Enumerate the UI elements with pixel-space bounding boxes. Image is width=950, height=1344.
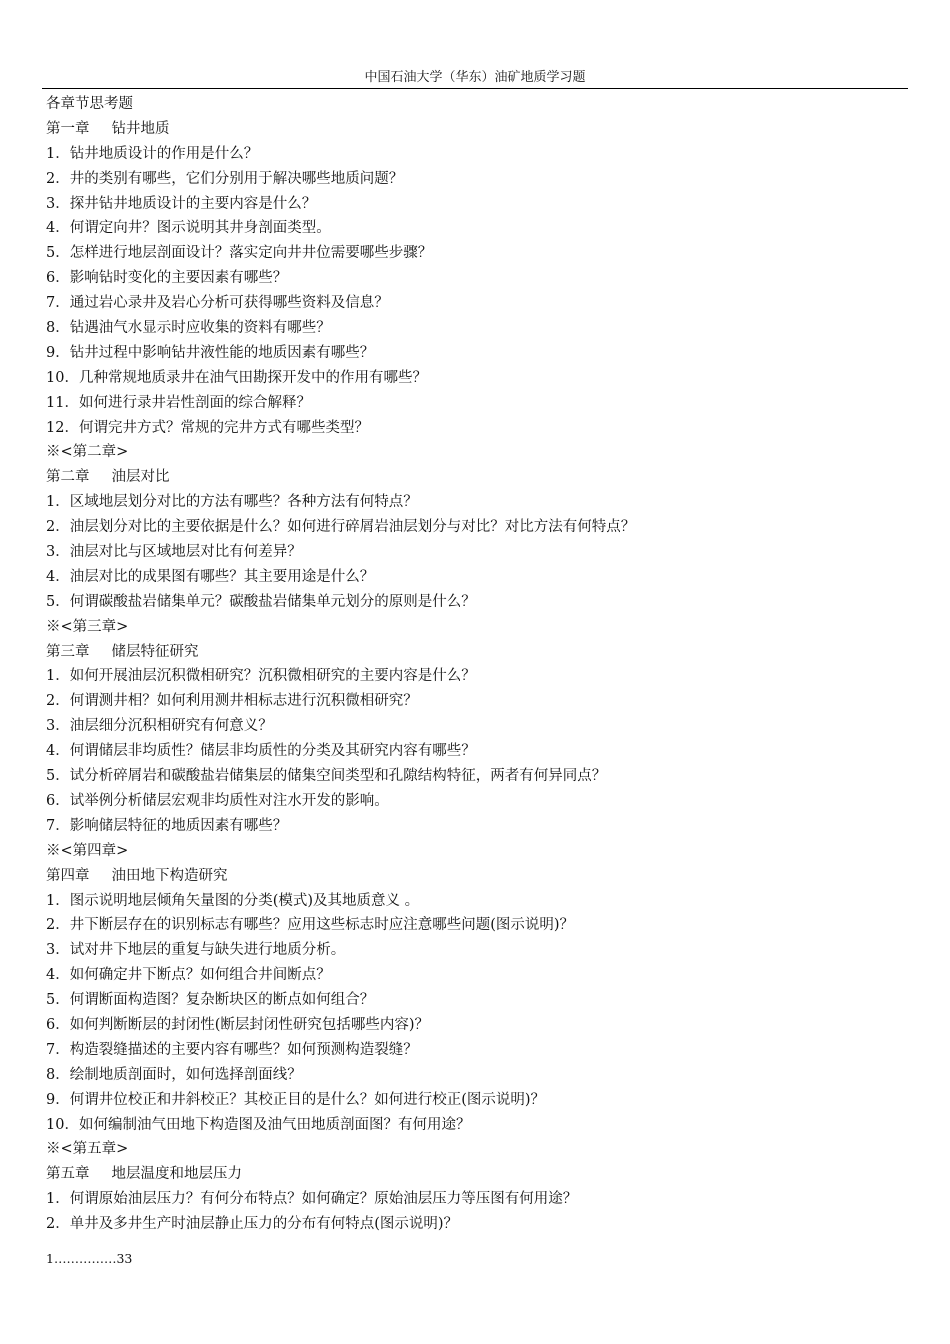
chapter-heading [46,465,906,490]
question-item: 6．如何判断断层的封闭性(断层封闭性研究包括哪些内容)？ [46,1016,430,1033]
question-item: 8．绘制地质剖面时，如何选择剖面线？ [46,1066,302,1083]
chapter-marker: ※<第五章> [46,1141,129,1158]
document-header-title: 中国石油大学（华东）油矿地质学习题 [364,70,586,85]
question-item: 10．如何编制油气田地下构造图及油气田地质剖面图？有何用途？ [46,1116,471,1133]
chapter-heading [46,864,906,889]
question-item: 12．何谓完井方式？常规的完井方式有哪些类型？ [46,419,369,436]
question-item: 1．图示说明地层倾角矢量图的分类(模式)及其地质意义 。 [46,892,420,909]
chapter-marker: ※<第四章> [46,842,129,859]
question-item: 7．通过岩心录井及岩心分析可获得哪些资料及信息？ [46,295,389,312]
question-item: 5．怎样进行地层剖面设计？落实定向井井位需要哪些步骤？ [46,245,433,262]
question-item: 11．如何进行录井岩性剖面的综合解释？ [46,394,311,411]
question-item: 1．钻井地质设计的作用是什么？ [46,145,259,162]
question-item: 7．影响储层特征的地质因素有哪些？ [46,817,288,834]
page-header [42,70,908,86]
chapter-label: 第五章 [46,1166,90,1183]
question-item: 5．试分析碎屑岩和碳酸盐岩储集层的储集空间类型和孔隙结构特征，两者有何异同点？ [46,768,607,785]
question-item: 9．钻井过程中影响钻井液性能的地质因素有哪些？ [46,344,375,361]
chapter-title: 钻井地质 [111,120,170,137]
question-item: 2．油层划分对比的主要依据是什么？如何进行碎屑岩油层划分与对比？对比方法有何特点？ [46,519,636,536]
question-item: 4．何谓储层非均质性？储层非均质性的分类及其研究内容有哪些？ [46,743,476,760]
question-item: 3．探井钻井地质设计的主要内容是什么？ [46,195,317,212]
chapter-title: 储层特征研究 [111,643,199,660]
chapter-heading [46,640,906,665]
chapter-title: 地层温度和地层压力 [111,1166,242,1183]
question-item: 6．试举例分析储层宏观非均质性对注水开发的影响。 [46,792,389,809]
chapter-label: 第二章 [46,469,90,486]
chapter-title: 油田地下构造研究 [111,867,228,884]
question-item: 2．何谓测井相？如何利用测井相标志进行沉积微相研究？ [46,693,418,710]
question-item: 5．何谓碳酸盐岩储集单元？碳酸盐岩储集单元划分的原则是什么？ [46,593,476,610]
chapter-label: 第四章 [46,867,90,884]
chapter-label: 第三章 [46,643,90,660]
question-item: 9．何谓井位校正和井斜校正？其校正目的是什么？如何进行校正(图示说明)？ [46,1091,546,1108]
question-item: 10．几种常规地质录井在油气田勘探开发中的作用有哪些？ [46,369,427,386]
question-item: 5．何谓断面构造图？复杂断块区的断点如何组合？ [46,992,375,1009]
header-rule [42,88,908,89]
question-item: 4．油层对比的成果图有哪些？其主要用途是什么？ [46,568,375,585]
question-item: 8．钻遇油气水显示时应收集的资料有哪些？ [46,320,331,337]
question-item: 7．构造裂缝描述的主要内容有哪些？如何预测构造裂缝？ [46,1041,418,1058]
page-indicator: 1……………33 [46,1251,133,1266]
chapter-heading [46,117,906,142]
chapter-heading [46,1162,906,1187]
question-item: 2．单井及多井生产时油层静止压力的分布有何特点(图示说明)？ [46,1216,459,1233]
chapter-label: 第一章 [46,120,90,137]
question-item: 3．油层细分沉积相研究有何意义？ [46,718,273,735]
question-item: 4．何谓定向井？图示说明其井身剖面类型。 [46,220,331,237]
question-item: 4．如何确定井下断点？如何组合井间断点？ [46,967,331,984]
question-item: 1．区域地层划分对比的方法有哪些？各种方法有何特点？ [46,494,418,511]
question-item: 2．井下断层存在的识别标志有哪些？应用这些标志时应注意哪些问题(图示说明)？ [46,917,575,934]
chapter-marker: ※<第三章> [46,618,129,635]
question-item: 1．如何开展油层沉积微相研究？沉积微相研究的主要内容是什么？ [46,668,476,685]
page-footer [46,1251,132,1267]
question-item: 3．试对井下地层的重复与缺失进行地质分析。 [46,942,346,959]
chapter-title: 油层对比 [111,469,170,486]
question-item: 2．井的类别有哪些，它们分别用于解决哪些地质问题？ [46,170,404,187]
question-item: 3．油层对比与区域地层对比有何差异？ [46,544,302,561]
question-item: 6．影响钻时变化的主要因素有哪些？ [46,270,288,287]
document-body [46,92,906,1237]
chapter-marker: ※<第二章> [46,444,129,461]
question-item: 1．何谓原始油层压力？有何分布特点？如何确定？原始油层压力等压图有何用途？ [46,1191,578,1208]
section-title: 各章节思考题 [46,96,133,112]
